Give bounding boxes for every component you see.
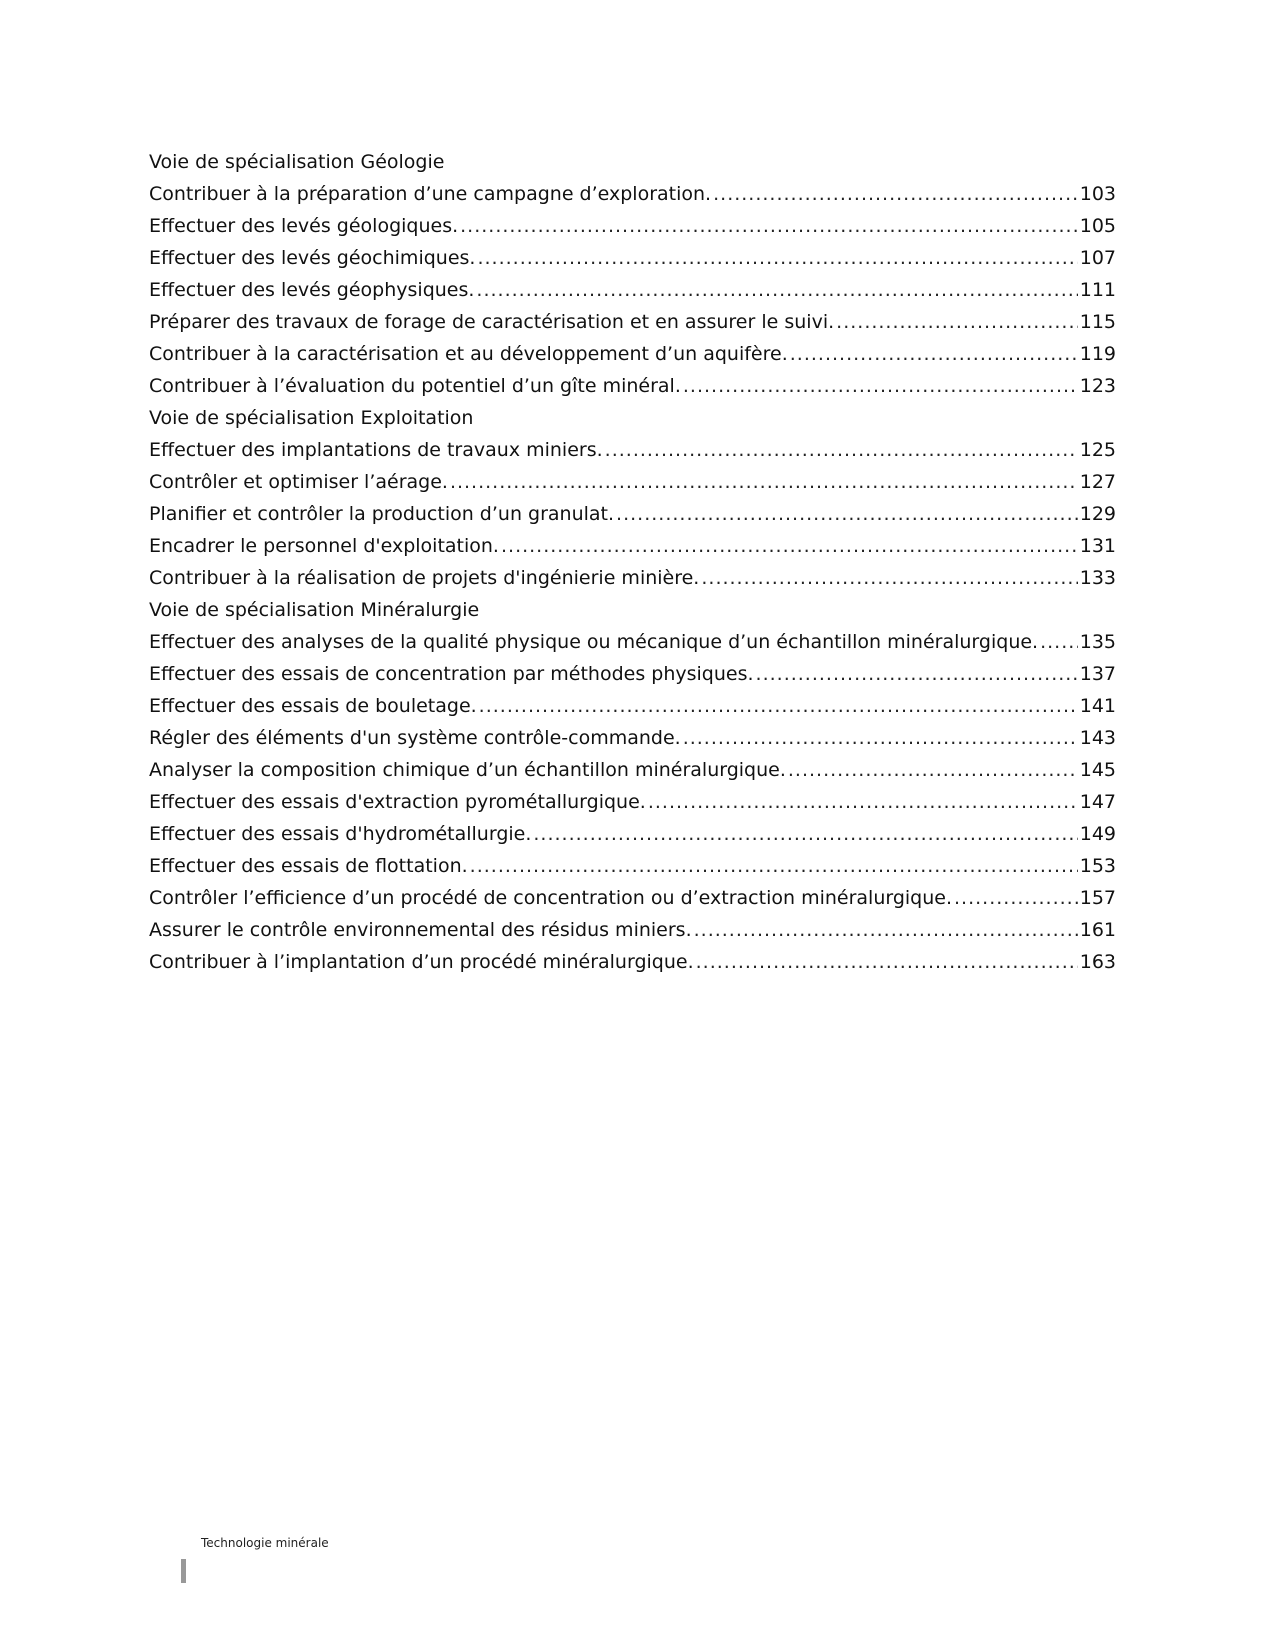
toc-entry-title: Assurer le contrôle environnemental des résidus miniers. (149, 919, 692, 941)
toc-entry[interactable] (149, 754, 1116, 786)
toc-entry[interactable] (149, 498, 1116, 530)
dot-leader (790, 338, 1078, 370)
toc-page-number: 135 (1079, 631, 1116, 653)
toc-entry[interactable] (149, 786, 1116, 818)
toc-page-number: 161 (1079, 919, 1116, 941)
toc-entry-title: Effectuer des essais de concentration par méthodes physiques. (149, 663, 754, 685)
toc-section-heading (149, 402, 1116, 434)
toc-entry-title: Effectuer des essais d'hydrométallurgie. (149, 823, 532, 845)
toc-page-number: 163 (1079, 951, 1116, 973)
toc-page-number: 143 (1079, 727, 1116, 749)
toc-entry[interactable] (149, 626, 1116, 658)
dot-leader (701, 562, 1077, 594)
toc-entry[interactable] (149, 562, 1116, 594)
toc-entry-title: Voie de spécialisation Géologie (149, 151, 445, 173)
toc-page-number: 157 (1079, 887, 1116, 909)
toc-entry-title: Effectuer des essais d'extraction pyrométallurgique. (149, 791, 646, 813)
toc-entry-title: Analyser la composition chimique d’un échantillon minéralurgique. (149, 759, 786, 781)
toc-entry[interactable] (149, 274, 1116, 306)
toc-entry[interactable] (149, 818, 1116, 850)
toc-entry-title: Effectuer des levés géochimiques. (149, 247, 476, 269)
toc-page-number: 119 (1079, 343, 1116, 365)
footer-title: Technologie minérale (201, 1536, 329, 1550)
dot-leader (694, 914, 1078, 946)
toc-entry-title: Voie de spécialisation Exploitation (149, 407, 474, 429)
toc-entry[interactable] (149, 466, 1116, 498)
toc-entry-title: Effectuer des implantations de travaux miniers. (149, 439, 603, 461)
toc-page-number: 103 (1079, 183, 1116, 205)
toc-entry[interactable] (149, 210, 1116, 242)
toc-page-number: 123 (1079, 375, 1116, 397)
dot-leader (533, 818, 1077, 850)
dot-leader (696, 946, 1078, 978)
toc-entry-title: Effectuer des essais de bouletage. (149, 695, 477, 717)
toc-entry-title: Effectuer des levés géophysiques. (149, 279, 475, 301)
toc-entry-title: Contribuer à la caractérisation et au développement d’un aquifère. (149, 343, 788, 365)
toc-entry-title: Voie de spécialisation Minéralurgie (149, 599, 480, 621)
table-of-contents (149, 146, 1116, 978)
toc-entry-title: Contribuer à la réalisation de projets d'ingénierie minière. (149, 567, 700, 589)
dot-leader (476, 274, 1077, 306)
toc-page-number: 105 (1079, 215, 1116, 237)
toc-entry-title: Effectuer des levés géologiques. (149, 215, 459, 237)
dot-leader (460, 210, 1078, 242)
toc-page-number: 145 (1079, 759, 1116, 781)
toc-entry[interactable] (149, 722, 1116, 754)
toc-entry[interactable] (149, 690, 1116, 722)
toc-page-number: 147 (1079, 791, 1116, 813)
dot-leader (470, 850, 1078, 882)
toc-page-number: 115 (1079, 311, 1116, 333)
dot-leader (954, 882, 1078, 914)
dot-leader (713, 178, 1078, 210)
toc-page-number: 149 (1079, 823, 1116, 845)
toc-entry[interactable] (149, 434, 1116, 466)
toc-section-heading (149, 594, 1116, 626)
toc-entry[interactable] (149, 946, 1116, 978)
toc-entry-title: Contribuer à l’évaluation du potentiel d’un gîte minéral. (149, 375, 681, 397)
toc-entry-title: Encadrer le personnel d'exploitation. (149, 535, 499, 557)
toc-entry-title: Contribuer à l’implantation d’un procédé minéralurgique. (149, 951, 694, 973)
dot-leader (616, 498, 1078, 530)
toc-entry[interactable] (149, 178, 1116, 210)
toc-entry[interactable] (149, 658, 1116, 690)
toc-entry-title: Régler des éléments d'un système contrôle-commande. (149, 727, 681, 749)
toc-page-number: 131 (1079, 535, 1116, 557)
toc-entry[interactable] (149, 338, 1116, 370)
toc-entry[interactable] (149, 850, 1116, 882)
toc-entry[interactable] (149, 306, 1116, 338)
toc-page-number: 153 (1079, 855, 1116, 877)
toc-section-heading (149, 146, 1116, 178)
dot-leader (605, 434, 1078, 466)
toc-entry[interactable] (149, 882, 1116, 914)
toc-entry-title: Planifier et contrôler la production d’un granulat. (149, 503, 615, 525)
toc-page-number: 137 (1079, 663, 1116, 685)
toc-page-number: 141 (1079, 695, 1116, 717)
toc-entry[interactable] (149, 914, 1116, 946)
dot-leader (501, 530, 1078, 562)
toc-entry[interactable] (149, 530, 1116, 562)
dot-leader (477, 242, 1077, 274)
dot-leader (756, 658, 1078, 690)
footer-bar (181, 1559, 186, 1583)
dot-leader (836, 306, 1078, 338)
toc-entry-title: Préparer des travaux de forage de caractérisation et en assurer le suivi. (149, 311, 835, 333)
dot-leader (788, 754, 1078, 786)
toc-entry-title: Contribuer à la préparation d’une campagne d’exploration. (149, 183, 712, 205)
toc-page-number: 127 (1079, 471, 1116, 493)
dot-leader (648, 786, 1078, 818)
dot-leader (450, 466, 1078, 498)
toc-entry[interactable] (149, 370, 1116, 402)
toc-entry-title: Contrôler et optimiser l’aérage. (149, 471, 448, 493)
toc-page-number: 133 (1079, 567, 1116, 589)
toc-page-number: 125 (1079, 439, 1116, 461)
dot-leader (1040, 626, 1078, 658)
toc-entry-title: Effectuer des analyses de la qualité physique ou mécanique d’un échantillon minéralurgique. (149, 631, 1039, 653)
toc-entry[interactable] (149, 242, 1116, 274)
toc-page-number: 129 (1079, 503, 1116, 525)
toc-page-number: 107 (1079, 247, 1116, 269)
toc-entry-title: Effectuer des essais de flottation. (149, 855, 468, 877)
dot-leader (683, 370, 1078, 402)
dot-leader (479, 690, 1078, 722)
dot-leader (683, 722, 1078, 754)
toc-entry-title: Contrôler l’efficience d’un procédé de concentration ou d’extraction minéralurgique. (149, 887, 953, 909)
toc-page-number: 111 (1079, 279, 1116, 301)
